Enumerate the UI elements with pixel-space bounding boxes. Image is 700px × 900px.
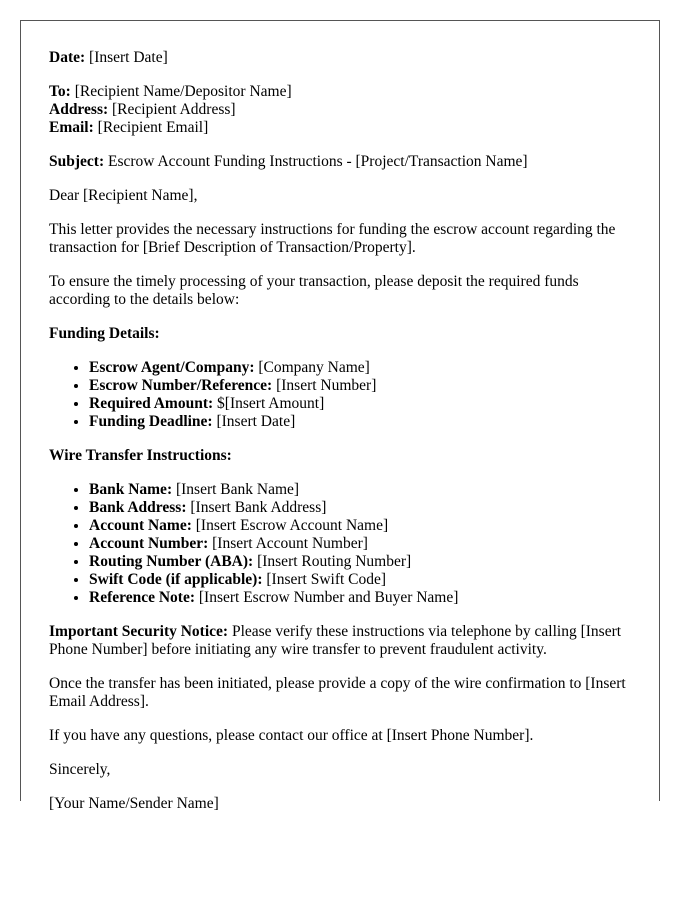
wire-item [89,589,629,607]
security-notice [49,623,629,659]
email-label: Email: [49,119,94,136]
instructions-paragraph: To ensure the timely processing of your transaction, please deposit the required funds according to the details below: [49,273,579,308]
wire-item [89,553,629,571]
to-value: [Recipient Name/Depositor Name] [70,83,292,100]
address-value: [Recipient Address] [108,101,236,118]
funding-item-value: [Insert Number] [272,377,377,394]
funding-item [89,359,629,377]
closing: Sincerely, [49,761,111,778]
wire-item [89,517,629,535]
funding-heading [49,325,629,343]
address-label: Address: [49,101,109,118]
funding-heading-text: Funding Details: [49,325,160,342]
wire-item-label: Reference Note: [89,589,195,606]
letter-body [49,49,629,813]
wire-item-value: [Insert Bank Address] [186,499,327,516]
funding-item-label: Funding Deadline: [89,413,213,430]
wire-item-label: Bank Name: [89,481,173,498]
wire-item-value: [Insert Escrow Number and Buyer Name] [195,589,459,606]
funding-item [89,377,629,395]
funding-item-label: Required Amount: [89,395,214,412]
letter-page [20,20,660,812]
signature-name: [Your Name/Sender Name] [49,795,219,812]
wire-item-label: Swift Code (if applicable): [89,571,263,588]
wire-item [89,535,629,553]
security-notice-label: Important Security Notice: [49,623,229,640]
funding-list [49,359,629,431]
wire-heading [49,447,629,465]
funding-item-value: [Insert Date] [212,413,296,430]
intro-paragraph: This letter provides the necessary instructions for funding the escrow account regarding the transaction for [Brief Description of Transaction/Property]. [49,221,616,256]
funding-item-value: $[Insert Amount] [213,395,325,412]
wire-item [89,571,629,589]
wire-item-value: [Insert Account Number] [208,535,368,552]
date-line [49,49,629,67]
wire-item-value: [Insert Bank Name] [172,481,300,498]
subject-label: Subject: [49,153,105,170]
email-value: [Recipient Email] [93,119,209,136]
funding-item-value: [Company Name] [254,359,370,376]
confirmation-paragraph: Once the transfer has been initiated, please provide a copy of the wire confirmation to [Insert Email Address]. [49,675,626,710]
funding-item-label: Escrow Number/Reference: [89,377,273,394]
subject-line [49,153,629,171]
wire-item [89,499,629,517]
wire-item-label: Routing Number (ABA): [89,553,254,570]
wire-item-value: [Insert Routing Number] [253,553,412,570]
wire-heading-text: Wire Transfer Instructions: [49,447,232,464]
wire-item-value: [Insert Swift Code] [262,571,387,588]
to-label: To: [49,83,71,100]
wire-item-label: Account Number: [89,535,209,552]
contact-paragraph: If you have any questions, please contact our office at [Insert Phone Number]. [49,727,534,744]
wire-list [49,481,629,607]
funding-item-label: Escrow Agent/Company: [89,359,255,376]
salutation: Dear [Recipient Name], [49,187,198,204]
date-value: [Insert Date] [85,49,168,66]
date-label: Date: [49,49,86,66]
recipient-block [49,83,629,137]
funding-item [89,395,629,413]
funding-item [89,413,629,431]
wire-item [89,481,629,499]
wire-item-value: [Insert Escrow Account Name] [191,517,389,534]
subject-value: Escrow Account Funding Instructions - [Project/Transaction Name] [104,153,528,170]
wire-item-label: Bank Address: [89,499,187,516]
wire-item-label: Account Name: [89,517,192,534]
security-notice-text: Please verify these instructions via telephone by calling [Insert Phone Number] before initiating any wire transfer to prevent fraudulent activity. [49,623,622,658]
